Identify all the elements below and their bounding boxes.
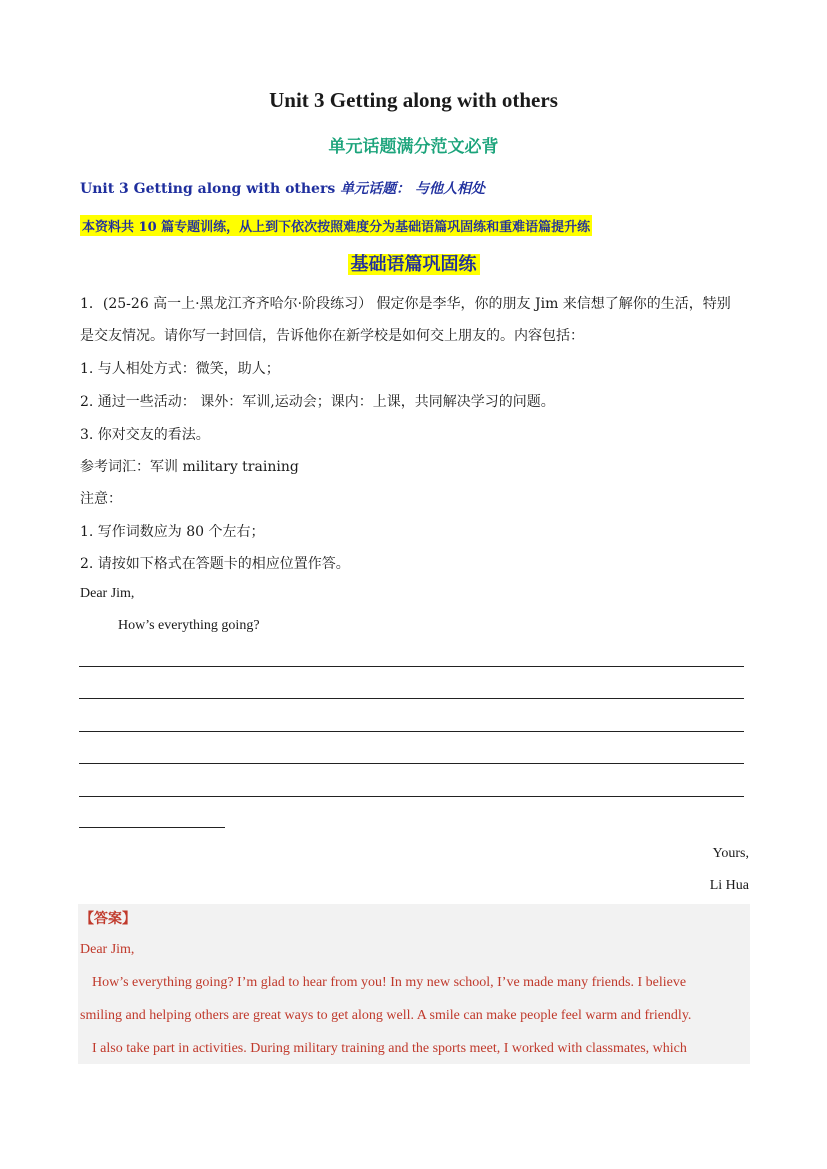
answer-line-3: I also take part in activities. During military training and the sports meet, I worked with classmates, which xyxy=(92,1041,687,1056)
answer-writing-line xyxy=(79,796,744,797)
answer-tag: 【答案】 xyxy=(80,912,136,927)
answer-writing-line xyxy=(79,763,744,764)
letter-opening: How’s everything going? xyxy=(118,618,260,633)
content-point-2: 2. 通过一些活动： 课外：军训,运动会；课内：上课，共同解决学习的问题。 xyxy=(80,394,555,410)
page-title: Unit 3 Getting along with others xyxy=(269,88,558,112)
material-notice: 本资料共 10 篇专题训练，从上到下依次按照难度分为基础语篇巩固练和重难语篇提升练 xyxy=(80,215,592,236)
answer-line-1: How’s everything going? I’m glad to hear from you! In my new school, I’ve made many friends. I believe xyxy=(92,975,687,990)
letter-salutation: Dear Jim, xyxy=(80,586,135,601)
letter-closing: Yours, xyxy=(712,846,749,861)
answer-writing-line xyxy=(79,698,744,699)
note-item-2: 2. 请按如下格式在答题卡的相应位置作答。 xyxy=(80,556,350,572)
answer-writing-line-short xyxy=(79,827,225,828)
unit-topic-en: Unit 3 Getting along with others xyxy=(80,181,341,197)
answer-writing-line xyxy=(79,731,744,732)
answer-box xyxy=(78,904,750,1064)
unit-topic-cn: 单元话题： 与他人相处 xyxy=(340,181,485,197)
content-point-3: 3. 你对交友的看法。 xyxy=(80,427,210,443)
content-point-1: 1. 与人相处方式：微笑，助人； xyxy=(80,361,280,377)
question-line-2: 是交友情况。请你写一封回信，告诉他你在新学校是如何交上朋友的。内容包括： xyxy=(80,328,584,344)
reference-vocabulary: 参考词汇：军训 military training xyxy=(80,459,299,475)
answer-writing-line xyxy=(79,666,744,667)
answer-salutation: Dear Jim, xyxy=(80,942,135,957)
letter-signature: Li Hua xyxy=(709,878,749,893)
section-heading-text: 基础语篇巩固练 xyxy=(348,254,480,275)
note-item-1: 1. 写作词数应为 80 个左右； xyxy=(80,524,265,540)
answer-line-2: smiling and helping others are great ways to get along well. A smile can make people feel warm and friendly. xyxy=(80,1008,692,1023)
note-label: 注意： xyxy=(80,491,122,507)
page-subtitle: 单元话题满分范文必背 xyxy=(328,137,499,157)
question-line-1: 1．(25-26 高一上·黑龙江齐齐哈尔·阶段练习） 假定你是李华，你的朋友 Jim 来信想了解你的生活，特别 xyxy=(80,296,731,312)
section-heading xyxy=(0,250,827,276)
unit-topic xyxy=(80,178,485,198)
